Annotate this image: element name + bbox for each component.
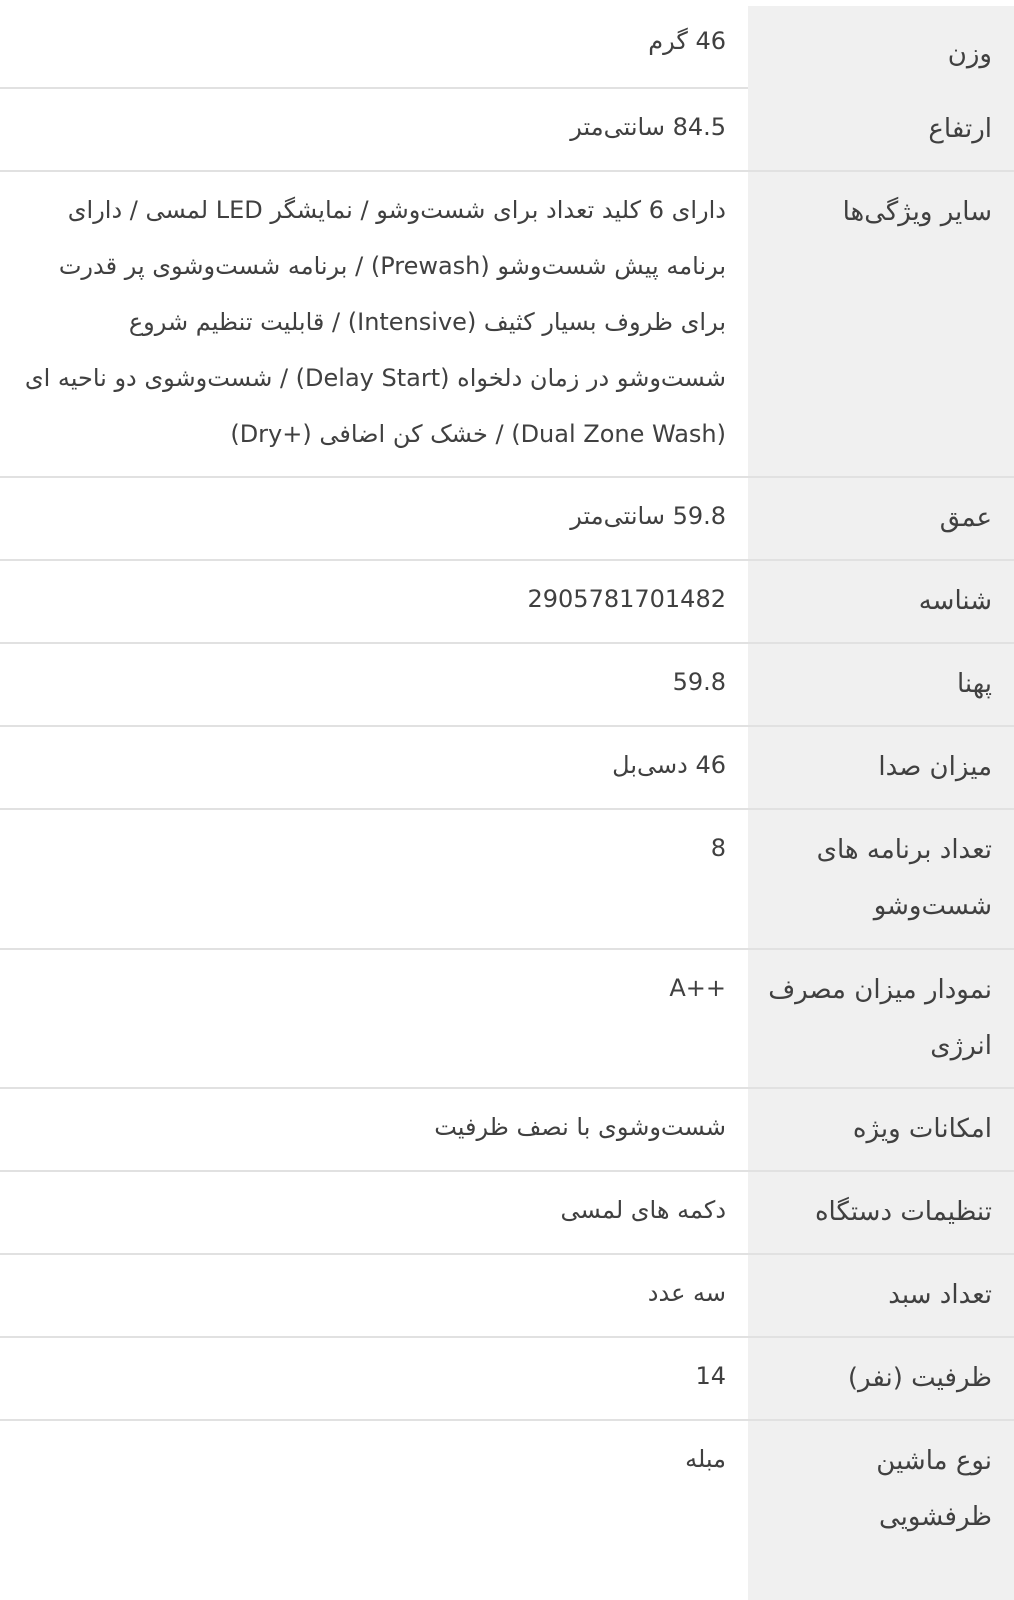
spec-value: 46 دسی‌بل [612,751,726,779]
spec-label: عمق [748,478,1014,559]
spec-label: شناسه [748,561,1014,642]
spec-label: تعداد برنامه های شست‌وشو [748,810,1014,948]
spec-row-noise-level [0,727,1014,810]
spec-value: ++A [669,974,726,1002]
spec-row-weight [0,0,1014,89]
spec-row-id [0,561,1014,644]
spec-label: امکانات ویژه [748,1089,1014,1170]
spec-label: پهنا [748,644,1014,725]
spec-label: نمودار میزان مصرف انرژی [748,950,1014,1087]
spec-row-special-features [0,1089,1014,1172]
spec-label: تعداد سبد [748,1255,1014,1336]
spec-value: دارای 6 کلید تعداد برای شست‌وشو / نمایشگر LED لمسی / دارای برنامه پیش شست‌وشو (Prewash) / برنامه شست‌وشوی پر قدرت برای ظروف بسیار کثیف (Intensive) / قابلیت تنظیم شروع شست‌وشو در زمان دلخواه (Delay Start) / شست‌وشوی دو ناحیه ای (Dual Zone Wash) / خشک کن اضافی (+Dry) [24,196,726,448]
spec-value: 59.8 سانتی‌متر [570,502,726,530]
spec-label: ظرفیت (نفر) [748,1338,1014,1419]
spec-value: 2905781701482 [527,585,726,613]
spec-value: 84.5 سانتی‌متر [570,113,726,141]
spec-value: دکمه های لمسی [560,1196,726,1224]
spec-row-depth [0,478,1014,561]
spec-label: ارتفاع [748,89,1014,170]
spec-label: میزان صدا [748,727,1014,808]
spec-row-wash-programs [0,810,1014,950]
spec-row-height [0,89,1014,172]
spec-row-width [0,644,1014,727]
spec-row-energy-rating [0,950,1014,1089]
spec-label: نوع ماشین ظرفشویی [748,1421,1014,1600]
spec-label: تنظیمات دستگاه [748,1172,1014,1253]
spec-row-basket-count [0,1255,1014,1338]
spec-value: سه عدد [647,1279,726,1307]
spec-row-dishwasher-type [0,1421,1014,1600]
spec-value: 46 گرم [648,27,726,55]
spec-value: مبله [685,1445,726,1473]
spec-value: 8 [710,834,726,862]
spec-row-device-settings [0,1172,1014,1255]
spec-label: سایر ویژگی‌ها [748,172,1014,476]
spec-value: 14 [695,1362,726,1390]
spec-value: شست‌وشوی با نصف ظرفیت [434,1113,726,1141]
spec-row-capacity [0,1338,1014,1421]
spec-value: 59.8 [672,668,726,696]
spec-row-other-features [0,172,1014,478]
spec-label: وزن [748,6,1014,93]
